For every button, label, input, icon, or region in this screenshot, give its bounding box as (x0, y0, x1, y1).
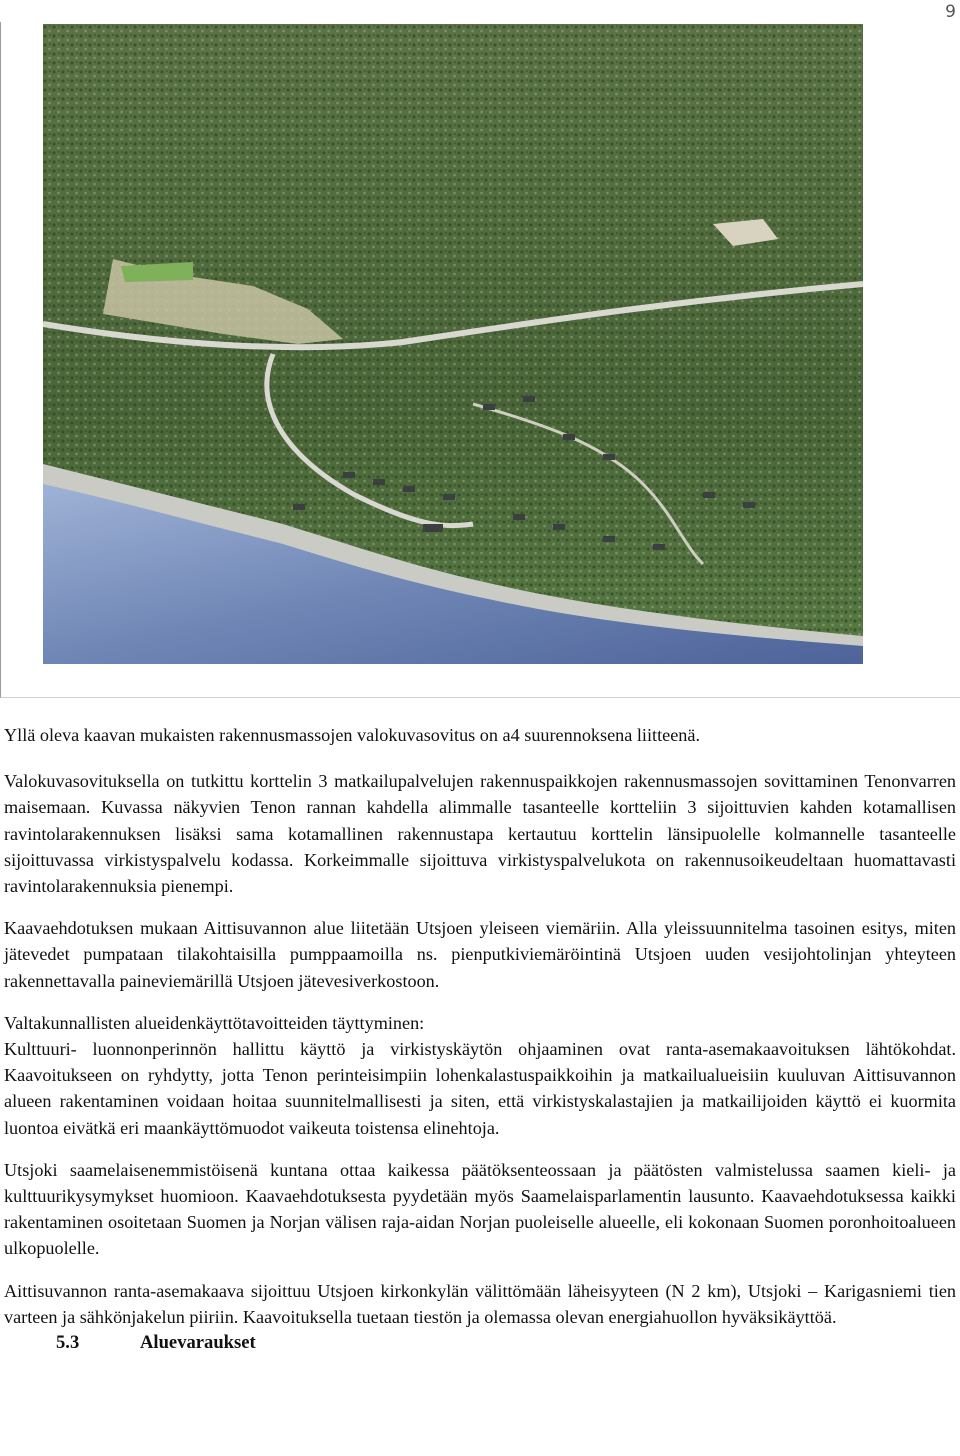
paragraph-3: Kaavaehdotuksen mukaan Aittisuvannon alue liitetään Utsjoen yleiseen viemäriin. Alla yleissuunnitelma tasoinen esitys, miten jätevedet pumpataan tilakohtaisilla pumppaamoilla ns. pienputkiviemäröintinä Utsjoen uuden vesijohtolinjan yhteyteen rakennettavalla paineviemärillä Utsjoen jätevesiverkostoon. (4, 918, 956, 991)
paragraph-5: Utsjoki saamelaisenemmistöisenä kuntana ottaa kaikessa päätöksenteossaan ja päätösten valmistelussa saamen kieli- ja kulttuurikysymykset huomioon. Kaavaehdotuksesta pyydetään myös Saamelaisparlamentin lausunto. Kaavaehdotuksessa kaikki rakentaminen osoitetaan Suomen ja Norjan välisen raja-aidan Norjan puoleiselle alueelle, eli kokonaan Suomen poronhoitoalueen ulkopuolelle. (4, 1159, 956, 1259)
section-heading (4, 1330, 956, 1356)
paragraph-1: Yllä oleva kaavan mukaisten rakennusmassojen valokuvasovitus on a4 suurennoksena liitteenä. (4, 725, 700, 745)
photo-frame (0, 22, 960, 698)
body-text (4, 722, 956, 1356)
paragraph-6: Aittisuvannon ranta-asemakaava sijoittuu Utsjoen kirkonkylän välittömään läheisyyteen (N 2 km), Utsjoki – Karigasniemi tien varteen ja sähkönjakelun piiriin. Kaavoituksella tuetaan tiestön ja olemassa olevan energiahuollon hyväksikäyttöä. (4, 1280, 956, 1327)
paragraph-4-heading: Valtakunnallisten alueidenkäyttötavoitteiden täyttyminen: (4, 1012, 425, 1033)
paragraph-4 (4, 1010, 956, 1141)
page-number: 9 (945, 2, 956, 22)
paragraph-2: Valokuvasovituksella on tutkittu korttelin 3 matkailupalvelujen rakennuspaikkojen rakennusmassojen sovittaminen Tenonvarren maisemaan. Kuvassa näkyvien Tenon rannan kahdella alimmalle tasanteelle kortteliin 3 sijoittuvien kahden kotamallisen ravintolarakennuksen lisäksi sama kotamallinen rakennustapa kertautuu korttelin länsipuolelle kolmannelle tasanteelle sijoittuvassa virkistyspalvelu kodassa. Korkeimmalle sijoittuva virkistyspalvelukota on rakennusoikeudeltaan huomattavasti ravintolarakennuksia pienempi. (4, 771, 956, 897)
aerial-photo-icon (43, 24, 863, 664)
paragraph-4-text: Kulttuuri- luonnonperinnön hallittu käyttö ja virkistyskäytön ohjaaminen ovat ranta-asemakaavoituksen lähtökohdat. Kaavoitukseen on ryhdytty, jotta Tenon perinteisimpiin lohenkalastuspaikkoihin ja matkailualueisiin kuuluvan Aittisuvannon alueen rakentaminen voidaan hoitaa suunnitelmallisesti ja siten, että virkistyskalastajien ja matkailijoiden käyttö ei kuormita luontoa eivätkä eri maankäyttömuodot vaikeuta toistensa elinehtoja. (4, 1039, 956, 1138)
section-number: 5.3 (56, 1332, 80, 1354)
section-title: Aluevaraukset (140, 1332, 256, 1354)
